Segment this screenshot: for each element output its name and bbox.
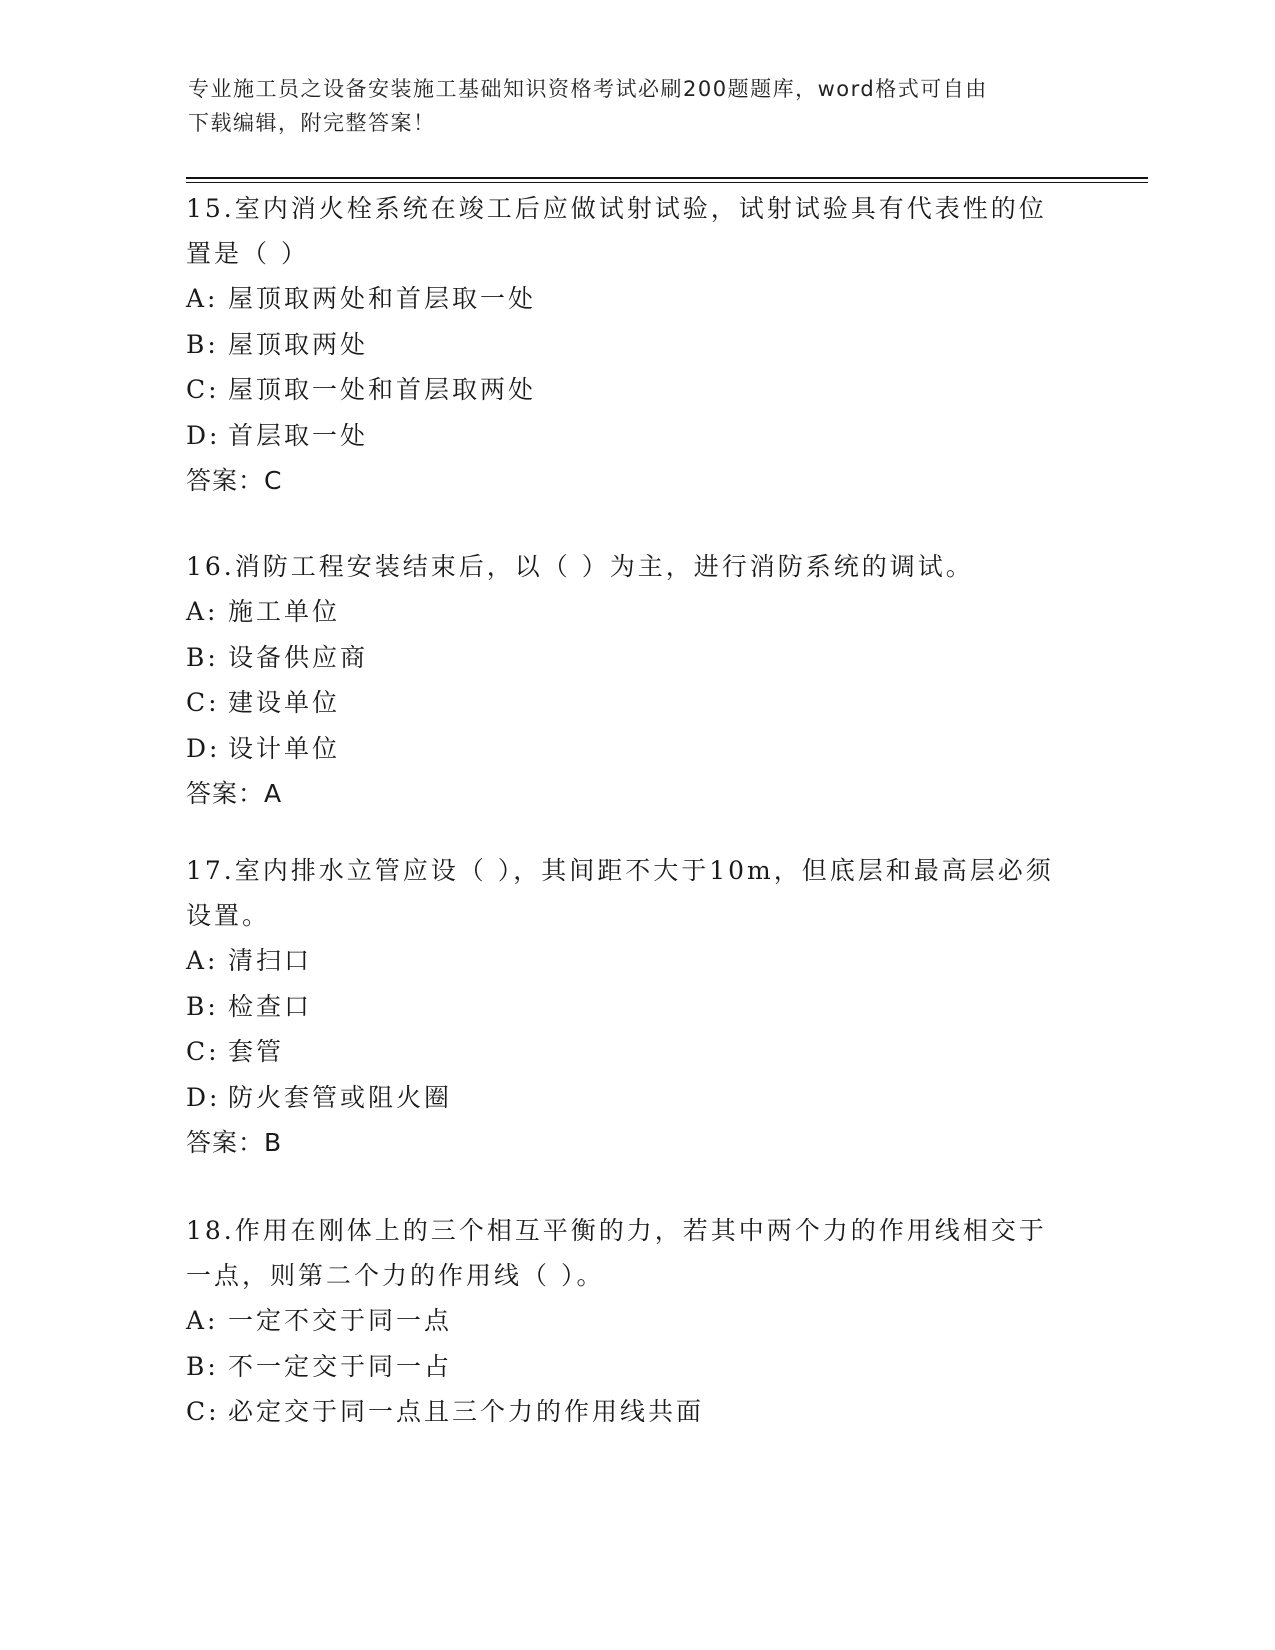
- option-a: [186, 589, 1086, 635]
- question-stem: 16.消防工程安装结束后，以（ ）为主，进行消防系统的调试。: [186, 552, 974, 581]
- option-c: [186, 367, 1086, 413]
- option-text: 屋顶取两处: [228, 329, 369, 359]
- question-stem-continued: 置是（ ）: [186, 239, 309, 268]
- question-stem-continued: 设置。: [186, 901, 271, 930]
- question-stem: 18.作用在刚体上的三个相互平衡的力，若其中两个力的作用线相交于: [186, 1216, 1047, 1245]
- option-letter: B:: [186, 991, 219, 1021]
- option-text: 设备供应商: [228, 642, 369, 672]
- option-text: 检查口: [228, 991, 313, 1021]
- option-text: 屋顶取两处和首层取一处: [228, 284, 537, 313]
- option-a: [186, 1298, 1086, 1344]
- option-text: 清扫口: [228, 946, 313, 975]
- option-b: [186, 322, 1086, 368]
- option-text: 首层取一处: [228, 420, 369, 450]
- option-letter: A:: [186, 946, 219, 975]
- option-d: [186, 413, 1086, 459]
- question-18: [186, 1208, 1086, 1435]
- question-15: [186, 186, 1086, 503]
- option-text: 必定交于同一点且三个力的作用线共面: [228, 1397, 705, 1426]
- option-b: [186, 984, 1086, 1030]
- option-c: [186, 1029, 1086, 1075]
- header-line-1: 专业施工员之设备安装施工基础知识资格考试必刷200题题库，word格式可自由: [188, 77, 988, 101]
- header-line-2: 下载编辑，附完整答案！: [188, 111, 436, 135]
- option-letter: D:: [186, 733, 221, 763]
- question-stem: 17.室内排水立管应设（ ），其间距不大于10m，但底层和最高层必须: [186, 856, 1054, 885]
- option-text: 防火套管或阻火圈: [228, 1082, 453, 1112]
- option-b: [186, 635, 1086, 681]
- option-letter: D:: [186, 1082, 221, 1112]
- option-c: [186, 680, 1086, 726]
- option-d: [186, 1075, 1086, 1121]
- question-stem-continued: 一点，则第二个力的作用线（ ）。: [186, 1261, 605, 1290]
- option-letter: B:: [186, 642, 219, 672]
- option-letter: A:: [186, 597, 219, 626]
- option-text: 屋顶取一处和首层取两处: [228, 375, 537, 404]
- option-text: 设计单位: [228, 733, 341, 763]
- option-letter: B:: [186, 1351, 219, 1381]
- option-letter: D:: [186, 420, 221, 450]
- option-letter: A:: [186, 284, 219, 313]
- option-a: [186, 938, 1086, 984]
- answer-line: 答案：B: [186, 1128, 283, 1157]
- document-header: [188, 72, 1068, 140]
- option-text: 套管: [228, 1037, 285, 1066]
- header-divider-thin: [186, 182, 1148, 183]
- question-stem: 15.室内消火栓系统在竣工后应做试射试验，试射试验具有代表性的位: [186, 194, 1047, 223]
- option-text: 一定不交于同一点: [228, 1306, 453, 1335]
- option-b: [186, 1344, 1086, 1390]
- option-text: 建设单位: [228, 688, 341, 717]
- option-letter: C:: [186, 688, 220, 717]
- option-letter: C:: [186, 1397, 220, 1426]
- header-divider-thick: [186, 177, 1148, 179]
- option-letter: C:: [186, 1037, 220, 1066]
- answer-line: 答案：C: [186, 466, 283, 495]
- question-16: [186, 544, 1086, 816]
- option-d: [186, 726, 1086, 772]
- option-letter: C:: [186, 375, 220, 404]
- option-letter: B:: [186, 329, 219, 359]
- question-17: [186, 848, 1086, 1165]
- option-a: [186, 276, 1086, 322]
- option-text: 不一定交于同一占: [228, 1351, 453, 1381]
- option-text: 施工单位: [228, 597, 341, 626]
- answer-line: 答案：A: [186, 779, 283, 808]
- option-c: [186, 1389, 1086, 1435]
- option-letter: A:: [186, 1306, 219, 1335]
